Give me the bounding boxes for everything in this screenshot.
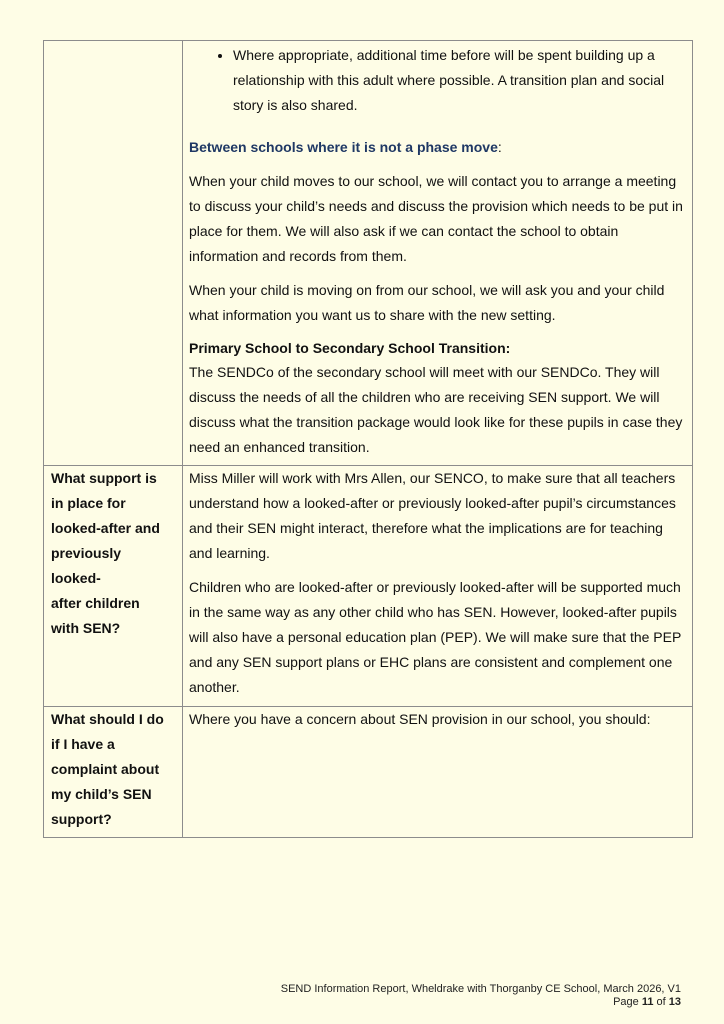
subheading: Primary School to Secondary School Transition: [189, 340, 511, 356]
page-current: 11 [641, 996, 654, 1008]
bullet-list [189, 43, 686, 118]
question-line: after children [51, 595, 140, 611]
question-line: in place for [51, 495, 126, 511]
answer-cell [183, 707, 693, 838]
question-line: looked-after and [51, 520, 160, 536]
question-line: support? [51, 811, 112, 827]
section-heading [189, 135, 686, 160]
page-footer [281, 983, 681, 1009]
question-line: complaint about [51, 761, 160, 777]
question-line: looked- [51, 570, 101, 586]
question-cell-empty [44, 41, 183, 466]
answer-cell-transition [183, 41, 693, 466]
page-number [281, 996, 681, 1009]
paragraph: When your child is moving on from our school, we will ask you and your child what information you want us to share with the new setting. [189, 282, 665, 323]
section-heading-text: Between schools where it is not a phase move [189, 139, 498, 155]
send-report-table [43, 40, 693, 838]
answer-cell [183, 466, 693, 707]
table-row-looked-after [44, 466, 693, 707]
question-line: previously [51, 545, 122, 561]
paragraph: The SENDCo of the secondary school will meet with our SENDCo. They will discuss the needs of all the children who are receiving SEN support. We will discuss what the transition package would look like for these pupils in case they need an enhanced transition. [189, 364, 683, 455]
question-line: What should I do [51, 711, 164, 727]
question-line: my child’s SEN [51, 786, 152, 802]
paragraph: When your child moves to our school, we will contact you to arrange a meeting to discuss your child’s needs and discuss the provision which needs to be put in place for them. We will also ask if we can contact the school to obtain information and records from them. [189, 173, 683, 264]
paragraph: Where you have a concern about SEN provision in our school, you should: [189, 711, 651, 727]
question-line: with SEN? [51, 620, 121, 636]
table-row-complaint [44, 707, 693, 838]
question-cell [44, 707, 183, 838]
paragraph: Children who are looked-after or previously looked-after will be supported much in the same way as any other child who has SEN. However, looked-after pupils will also have a personal education plan (PEP). We will make sure that the PEP and any SEN support plans or EHC plans are consistent and complement one another. [189, 579, 682, 695]
footer-title: SEND Information Report, Wheldrake with Thorganby CE School, March 2026, V1 [280, 983, 681, 995]
page-total: 13 [668, 996, 681, 1008]
page-of: of [653, 996, 669, 1008]
section-heading-colon: : [497, 139, 502, 155]
table-row-transition [44, 41, 693, 466]
question-line: What support is [51, 470, 157, 486]
page-prefix: Page [613, 996, 642, 1008]
question-cell [44, 466, 183, 707]
question-line: if I have a [51, 736, 115, 752]
bullet-item: • Where appropriate, additional time before will be spent building up a relationship with this adult where possible. A transition plan and social story is also shared. [233, 43, 686, 118]
paragraph: Miss Miller will work with Mrs Allen, our SENCO, to make sure that all teachers understand how a looked-after or previously looked-after pupil’s circumstances and their SEN might interact, therefore what the implications are for teaching and learning. [189, 470, 676, 561]
